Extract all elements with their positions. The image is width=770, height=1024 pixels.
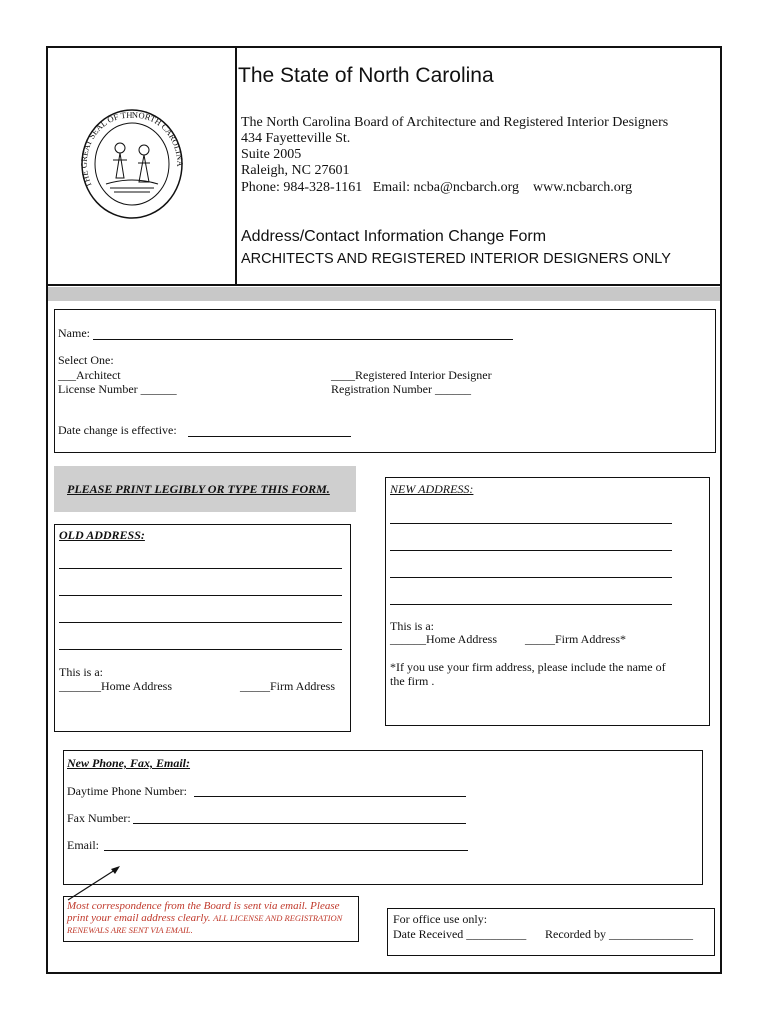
old-address-type-label: This is a: — [59, 665, 103, 679]
seal-text-right: NORTH CAROLI — [131, 109, 184, 155]
date-received-field[interactable]: Date Received __________ — [393, 927, 527, 941]
email-field[interactable] — [104, 850, 468, 851]
contact-heading: New Phone, Fax, Email: — [67, 756, 191, 770]
board-contact: Phone: 984-328-1161 Email: ncba@ncbarch.org www.ncbarch.org — [241, 180, 633, 195]
old-address-line-2[interactable] — [59, 595, 342, 596]
form-title: Address/Contact Information Change Form — [241, 228, 547, 245]
page-title: The State of North Carolina — [238, 64, 494, 87]
new-address-line-2[interactable] — [390, 550, 672, 551]
new-address-heading: NEW ADDRESS: — [390, 482, 474, 496]
seal-text-top: THE EAT SEAL OF TH — [80, 109, 133, 190]
old-address-section — [54, 524, 351, 732]
header-divider — [235, 46, 237, 284]
name-label: Name: — [58, 326, 90, 340]
board-address-line1: 434 Fayetteville St. — [241, 131, 351, 146]
notice-text: PLEASE PRINT LEGIBLY OR TYPE THIS FORM. — [67, 482, 330, 496]
new-address-line-4[interactable] — [390, 604, 672, 605]
new-address-section — [385, 477, 710, 726]
select-one-label: Select One: — [58, 353, 114, 367]
board-address-line2: Suite 2005 — [241, 147, 302, 162]
state-seal-icon — [80, 108, 184, 220]
old-home-address-option[interactable]: _______Home Address — [59, 679, 172, 693]
old-address-line-4[interactable] — [59, 649, 342, 650]
designer-option[interactable]: ____Registered Interior Designer — [331, 368, 492, 382]
email-note-line1: Most correspondence from the Board is sent via email. Please — [67, 900, 340, 912]
header-bottom-rule — [46, 284, 722, 286]
fax-field[interactable] — [133, 823, 466, 824]
new-address-line-1[interactable] — [390, 523, 672, 524]
registration-number-field[interactable]: Registration Number ______ — [331, 382, 471, 396]
old-address-heading: OLD ADDRESS: — [59, 528, 145, 542]
email-note-line2a: print your email address clearly. — [67, 912, 211, 924]
name-field[interactable] — [93, 339, 513, 340]
architect-option[interactable]: ___Architect — [58, 368, 121, 382]
old-address-line-1[interactable] — [59, 568, 342, 569]
date-effective-field[interactable] — [188, 436, 351, 437]
form-subtitle: ARCHITECTS AND REGISTERED INTERIOR DESIGNERS ONLY — [241, 251, 671, 267]
gray-band — [48, 287, 720, 301]
new-home-address-option[interactable]: ______Home Address — [390, 632, 497, 646]
office-use-label: For office use only: — [393, 912, 488, 926]
old-firm-address-option[interactable]: _____Firm Address — [240, 679, 336, 693]
old-address-line-3[interactable] — [59, 622, 342, 623]
email-note-line2 — [67, 912, 342, 924]
recorded-by-field[interactable]: Recorded by ______________ — [545, 927, 693, 941]
fax-label: Fax Number: — [67, 811, 131, 825]
email-note-line3: RENEWALS ARE SENT VIA EMAIL. — [67, 925, 193, 935]
email-label: Email: — [67, 838, 99, 852]
new-address-line-3[interactable] — [390, 577, 672, 578]
date-effective-label: Date change is effective: — [58, 423, 177, 437]
phone-field[interactable] — [194, 796, 466, 797]
phone-label: Daytime Phone Number: — [67, 784, 187, 798]
license-number-field[interactable]: License Number ______ — [58, 382, 177, 396]
board-city: Raleigh, NC 27601 — [241, 163, 350, 178]
firm-address-note: *If you use your firm address, please include the name of the firm . — [390, 660, 666, 688]
new-address-type-label: This is a: — [390, 619, 434, 633]
board-name: The North Carolina Board of Architecture and Registered Interior Designers — [241, 115, 669, 130]
new-firm-address-option[interactable]: _____Firm Address* — [525, 632, 627, 646]
email-note-line2b: ALL LICENSE AND REGISTRATION — [213, 913, 343, 923]
